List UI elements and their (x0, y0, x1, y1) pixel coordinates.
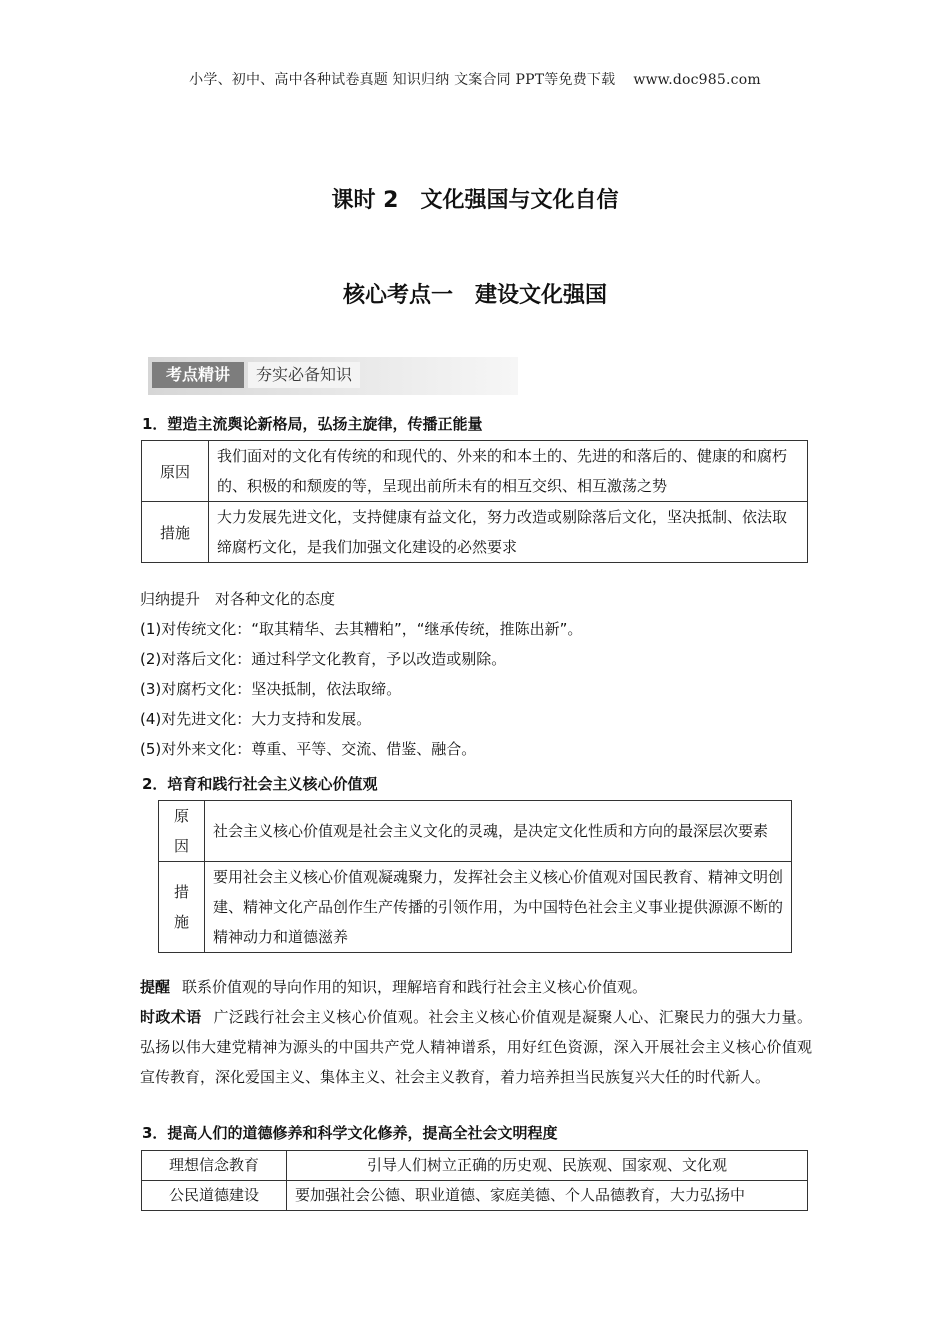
table-row (142, 1151, 808, 1181)
header-url[interactable]: www.doc985.com (633, 72, 761, 88)
label-char: 因 (173, 837, 189, 855)
table-row (142, 441, 808, 502)
row-label: 理想信念教育 (142, 1151, 287, 1181)
banner-subtitle: 夯实必备知识 (248, 362, 360, 388)
point2-table (158, 800, 792, 953)
table-row (159, 801, 792, 862)
summary-item: (2)对落后文化：通过科学文化教育，予以改造或剔除。 (140, 650, 507, 668)
terms-paragraph (140, 1002, 812, 1092)
summary-item: (1)对传统文化：“取其精华、去其糟粕”，“继承传统，推陈出新”。 (140, 620, 583, 638)
row-content: 要加强社会公德、职业道德、家庭美德、个人品德教育，大力弘扬中 (287, 1181, 808, 1211)
label-char: 施 (173, 913, 189, 931)
section-banner (148, 357, 518, 395)
section-title: 核心考点一 建设文化强国 (342, 283, 607, 308)
table-row (142, 1181, 808, 1211)
row-content: 要用社会主义核心价值观凝魂聚力，发挥社会主义核心价值观对国民教育、精神文明创建、精神文化产品创作生产传播的引领作用，为中国特色社会主义事业提供源源不断的精神动力和道德滋养 (205, 862, 792, 953)
lesson-title: 课时 2 文化强国与文化自信 (331, 188, 619, 213)
row-content: 引导人们树立正确的历史观、民族观、国家观、文化观 (287, 1151, 808, 1181)
label-char: 原 (173, 807, 189, 825)
row-content: 大力发展先进文化，支持健康有益文化，努力改造或剔除落后文化，坚决抵制、依法取缔腐朽文化，是我们加强文化建设的必然要求 (209, 502, 808, 563)
point1-table (141, 440, 808, 563)
summary-item: (5)对外来文化：尊重、平等、交流、借鉴、融合。 (140, 740, 477, 758)
row-label (159, 862, 205, 953)
summary-title: 归纳提升 对各种文化的态度 (140, 590, 336, 608)
point3-heading: 3．提高人们的道德修养和科学文化修养，提高全社会文明程度 (142, 1124, 558, 1142)
banner-tag: 考点精讲 (152, 362, 244, 388)
row-content: 我们面对的文化有传统的和现代的、外来的和本土的、先进的和落后的、健康的和腐朽的、积极的和颓废的等，呈现出前所未有的相互交织、相互激荡之势 (209, 441, 808, 502)
terms-text: 广泛践行社会主义核心价值观。社会主义核心价值观是凝聚人心、汇聚民力的强大力量。弘扬以伟大建党精神为源头的中国共产党人精神谱系，用好红色资源，深入开展社会主义核心价值观宣传教育，深化爱国主义、集体主义、社会主义教育，着力培养担当民族复兴大任的时代新人。 (140, 1008, 812, 1086)
point3-table (141, 1150, 808, 1211)
point2-heading: 2．培育和践行社会主义核心价值观 (142, 775, 378, 793)
reminder-paragraph (140, 972, 812, 1002)
header-text: 小学、初中、高中各种试卷真题 知识归纳 文案合同 PPT等免费下载 (189, 72, 616, 88)
table-row (159, 862, 792, 953)
point1-heading: 1．塑造主流舆论新格局，弘扬主旋律，传播正能量 (142, 415, 483, 433)
terms-lead: 时政术语 (140, 1008, 202, 1026)
page-header (0, 69, 950, 89)
row-label: 原因 (142, 441, 209, 502)
summary-item: (4)对先进文化：大力支持和发展。 (140, 710, 372, 728)
row-label: 措施 (142, 502, 209, 563)
reminder-lead: 提醒 (140, 978, 171, 996)
reminder-text: 联系价值观的导向作用的知识，理解培育和践行社会主义核心价值观。 (182, 978, 648, 996)
row-label: 公民道德建设 (142, 1181, 287, 1211)
row-label (159, 801, 205, 862)
row-content: 社会主义核心价值观是社会主义文化的灵魂，是决定文化性质和方向的最深层次要素 (205, 801, 792, 862)
label-char: 措 (173, 883, 189, 901)
summary-item: (3)对腐朽文化：坚决抵制，依法取缔。 (140, 680, 402, 698)
table-row (142, 502, 808, 563)
